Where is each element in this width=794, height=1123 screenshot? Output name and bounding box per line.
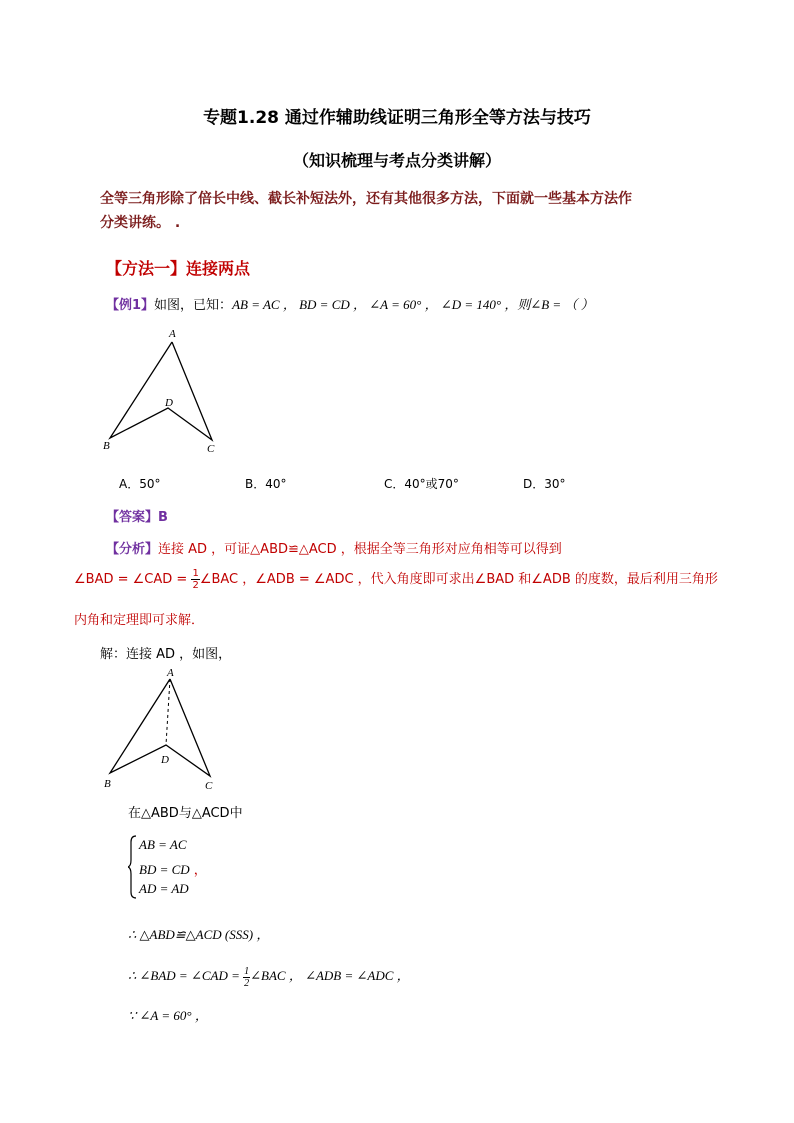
intro-line-2: 分类讲练。 . [100,215,181,231]
fraction-numerator: 1 [192,568,199,579]
option-b-letter: B． [245,477,266,491]
option-a[interactable] [119,475,161,492]
solution-in-triangles: 在△ABD与△ACD中 [128,806,243,821]
analysis-text-2-pre: ∠BAD = ∠CAD = [74,572,192,587]
figure1-label-a: A [169,328,176,340]
solution-fraction-denominator: 2 [244,977,250,989]
answer-value: B [158,510,168,525]
option-c[interactable] [384,475,459,492]
system-eq-2-suffix: ， [189,863,207,878]
page-subtitle: （知识梳理与考点分类讲解） [292,151,501,170]
option-a-value: 50° [139,477,161,491]
congruence-statement: ∴ △ABD≌△ACD (SSS) ， [128,927,270,942]
intro-paragraph [100,187,740,235]
option-d[interactable] [523,475,566,492]
system-eq-1: AB = AC [139,837,187,852]
option-d-letter: D． [523,477,545,491]
brace-icon [128,834,138,900]
intro-line-1: 全等三角形除了倍长中线、截长补短法外，还有其他很多方法，下面就一些基本方法作 [100,191,632,207]
analysis-fraction [191,568,199,591]
option-a-letter: A． [119,477,140,491]
analysis-text-1: 连接 AD ，可证△ABD≌△ACD ，根据全等三角形对应角相等可以得到 [158,542,562,557]
option-b-value: 40° [265,477,287,491]
solution-fraction-numerator: 1 [244,965,250,977]
figure2-label-b: B [104,778,111,790]
fraction-denominator: 2 [192,580,199,591]
figure2-label-c: C [205,780,213,792]
analysis-tag: 【分析】 [106,542,159,557]
answer-line [106,506,168,525]
system-eq-2 [139,859,207,878]
page-title: 专题1.28 通过作辅助线证明三角形全等方法与技巧 [203,108,591,128]
angle-equality-pre: ∴ ∠BAD = ∠CAD = [128,968,244,983]
analysis-line-3: 内角和定理即可求解． [74,613,205,628]
example-condition: AB = AC ， BD = CD ， ∠A = 60° ， ∠D = 140° ，则∠B = （ ） [232,297,594,312]
angle-equality-post: ∠BAC ， ∠ADB = ∠ADC ， [250,968,410,983]
triangle-figure-1 [100,325,230,460]
example-tag: 【例1】 [106,298,155,313]
system-eq-3: AD = AD [139,881,189,896]
solution-intro: 解：连接 AD ，如图， [100,647,232,662]
triangle-figure-2 [100,665,230,795]
example-question [106,294,594,313]
answer-tag: 【答案】 [106,510,159,525]
figure1-label-c: C [207,443,215,455]
example-text-prefix: 如图，已知： [154,298,233,313]
option-d-value: 30° [544,477,566,491]
option-c-value: 40°或70° [404,477,459,491]
given-angle-line: ∵ ∠A = 60° ， [128,1008,208,1023]
system-eq-2-text: BD = CD [139,862,190,877]
option-b[interactable] [245,475,287,492]
analysis-text-2-post: ∠BAC ，∠ADB = ∠ADC ，代入角度即可求出∠BAD 和∠ADB 的度数，最后利用三角形 [199,572,718,587]
figure2-label-d: D [161,754,169,766]
analysis-line-1 [106,538,562,557]
method-heading: 【方法一】连接两点 [106,259,251,278]
option-c-letter: C． [384,477,405,491]
figure1-label-d: D [165,397,173,409]
figure1-label-b: B [103,440,110,452]
figure2-label-a: A [167,667,174,679]
analysis-line-2 [74,568,718,591]
angle-equality-line [128,965,410,989]
